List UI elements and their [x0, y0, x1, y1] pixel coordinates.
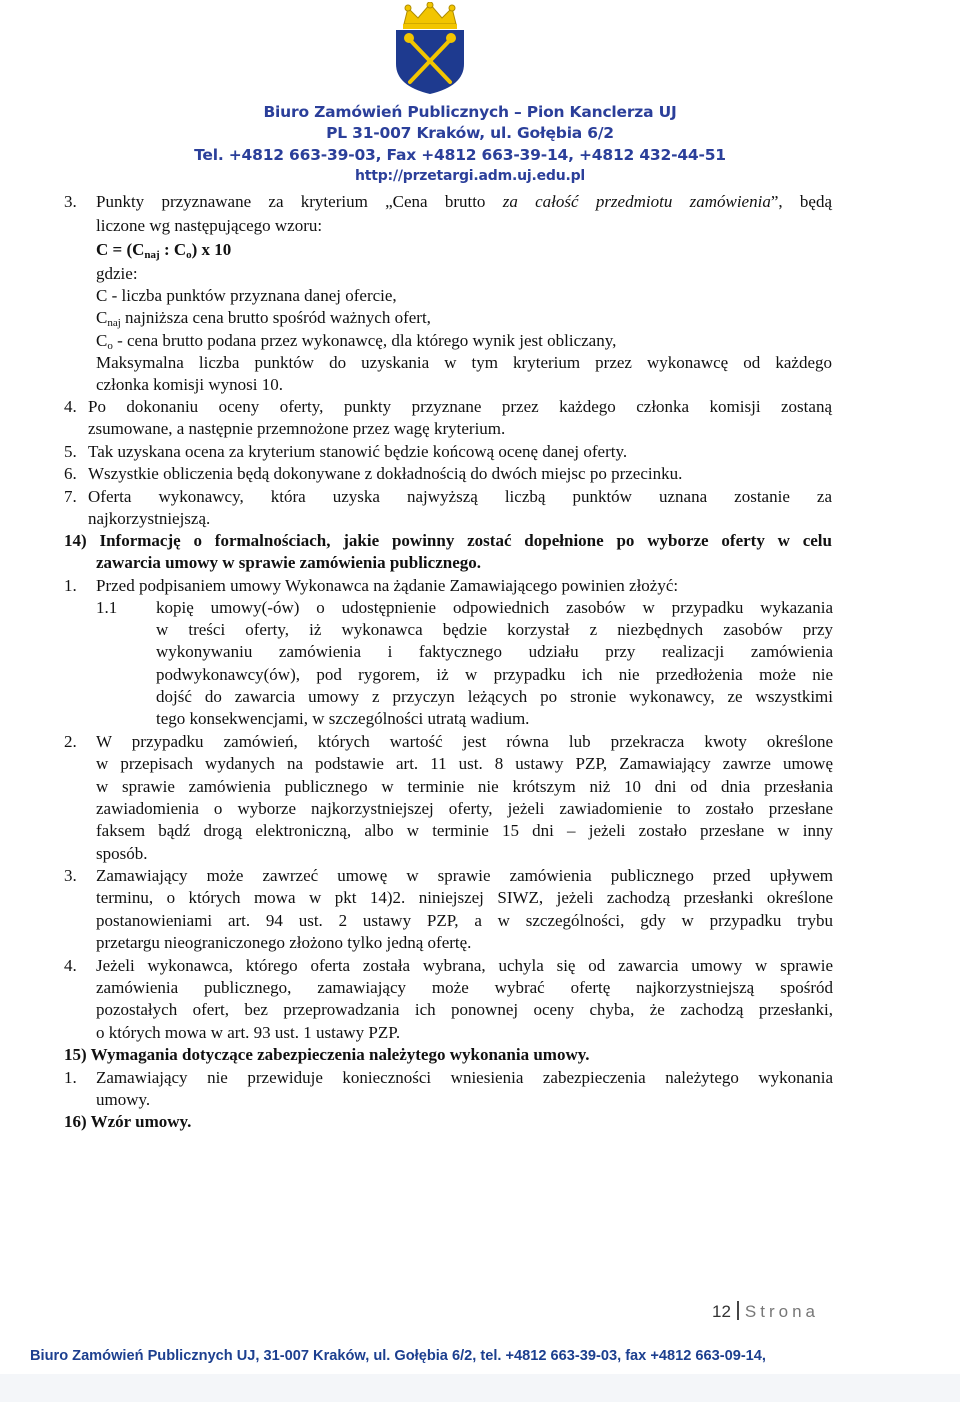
item-number: 2. [64, 732, 77, 751]
item-14-3-line: przetargu nieograniczonego złożono tylko jedną ofertę. [96, 933, 472, 952]
item-7-line: najkorzystniejszą. [88, 509, 211, 528]
section-heading-14: 14) Informację o formalnościach, jakie powinny zostać dopełnione po wyborze oferty w celu [64, 531, 832, 550]
item-14-3-line: terminu, o których mowa w pkt 14)2. niniejszej SIWZ, jeżeli zachodzą przesłanki określone [96, 888, 833, 907]
header-website[interactable]: http://przetargi.adm.uj.edu.pl [354, 168, 586, 184]
sub-item-number: 1.1 [96, 598, 118, 617]
item-14-3-line: Zamawiający może zawrzeć umowę w sprawie zamówienia publicznego przed upływem [96, 866, 833, 885]
formula: $C = (C_{naj}$ : $C_o$) x 10 [96, 240, 232, 261]
item-4-line: zsumowane, a następnie przemnożone przez wagę kryterium. [88, 419, 506, 438]
definition: $C_o$ - cena brutto podana przez wykonawcę, dla którego wynik jest obliczany, [96, 331, 617, 352]
item-14-4-line: Jeżeli wykonawca, którego oferta została wybrana, uchyla się od zawarcia umowy w sprawie [96, 956, 833, 975]
page-number [712, 1301, 819, 1322]
sub-item-line: podwykonawcy(ów), pod rygorem, iż w przypadku ich nie przedłożenia może nie [156, 665, 833, 684]
item-14-3-line: postanowieniami art. 94 ust. 2 ustawy PZP, a w szczególności, gdy w przypadku trybu [96, 911, 833, 930]
item-number: 7. [64, 487, 77, 506]
item-3-line: Punkty przyznawane za kryterium „Cena brutto za całość przedmiotu zamówienia”, będą [96, 192, 832, 211]
sub-item-line: kopię umowy(-ów) o udostępnienie odpowiednich zasobów w przypadku wykazania [156, 598, 833, 617]
item-14-2-line: W przypadku zamówień, których wartość jest równa lub przekracza kwoty określone [96, 732, 833, 751]
page-label: Strona [744, 1302, 820, 1321]
definitions-label: gdzie: [96, 264, 138, 283]
item-number: 4. [64, 397, 77, 416]
item-14-2-line: faksem bądź drogą elektroniczną, albo w terminie 15 dni – jeżeli zostało przesłane w inny [96, 821, 833, 840]
page-number-value: 12 [712, 1302, 731, 1321]
definition: C - liczba punktów przyznana danej ofercie, [96, 286, 397, 305]
item-number: 3. [64, 866, 77, 885]
definition: $C_{naj}$ najniższa cena brutto spośród ważnych ofert, [96, 308, 431, 329]
letterhead [0, 0, 960, 190]
item-number: 1. [64, 1068, 77, 1087]
section-heading-14: zawarcia umowy w sprawie zamówienia publicznego. [96, 553, 481, 572]
sub-item-line: wykonywaniu zamówienia i faktycznego udziału przy realizacji zamówienia [156, 642, 833, 661]
item-5-line: Tak uzyskana ocena za kryterium stanowić będzie końcową ocenę danej oferty. [88, 442, 628, 461]
section-heading-15: 15) Wymagania dotyczące zabezpieczenia należytego wykonania umowy. [64, 1045, 590, 1064]
sub-item-line: dojść do zawarcia umowy z przyczyn leżących po stronie wykonawcy, ze wszystkimi [156, 687, 833, 706]
item-number: 6. [64, 464, 77, 483]
item-14-2-line: w sprawie zamówienia publicznego w terminie nie krótszym niż 10 dni od dnia przesłania [96, 777, 833, 796]
jagiellonian-crest-icon [388, 2, 472, 96]
item-4-line: Po dokonaniu oceny oferty, punkty przyznane przez każdego członka komisji zostaną [88, 397, 832, 416]
item-number: 5. [64, 442, 77, 461]
sub-item-line: w treści oferty, iż wykonawca będzie korzystał z niezbędnych zasobów przy [156, 620, 833, 639]
item-3-line: członka komisji wynosi 10. [96, 375, 283, 394]
footer-contact: Biuro Zamówień Publicznych UJ, 31-007 Kraków, ul. Gołębia 6/2, tel. +4812 663-39-03, fax +4812 663-09-14, [30, 1348, 766, 1364]
item-14-4-line: pozostałych ofert, bez przeprowadzania ich ponownej oceny chyba, że zachodzą przesłanki, [96, 1000, 833, 1019]
item-14-2-line: sposób. [96, 844, 148, 863]
header-address: PL 31-007 Kraków, ul. Gołębia 6/2 [326, 124, 614, 142]
item-7-line: Oferta wykonawcy, która uzyska najwyższą liczbą punktów uznana zostanie za [88, 487, 832, 506]
item-14-2-line: zawiadomienia o wyborze najkorzystniejszej oferty, jeżeli zawiadomienie to zostało przesłane [96, 799, 833, 818]
section-heading-16: 16) Wzór umowy. [64, 1112, 192, 1131]
footer-band [0, 1374, 960, 1402]
item-14-4-line: zamówienia publicznego, zamawiający może wybrać ofertę najkorzystniejszą spośród [96, 978, 833, 997]
sub-item-line: tego konsekwencjami, w szczególności utratą wadium. [156, 709, 530, 728]
header-office: Biuro Zamówień Publicznych – Pion Kanclerza UJ [263, 103, 677, 121]
item-15-1-line: umowy. [96, 1090, 151, 1109]
item-3-line: Maksymalna liczba punktów do uzyskania w tym kryterium przez wykonawcę od każdego [96, 353, 832, 372]
item-number: 1. [64, 576, 77, 595]
item-number: 3. [64, 192, 77, 211]
item-3-line: liczone wg następującego wzoru: [96, 216, 323, 235]
item-14-2-line: w przepisach wydanych na podstawie art. 11 ust. 8 ustawy PZP, Zamawiający zawrze umowę [96, 754, 833, 773]
page-number-divider [737, 1301, 739, 1320]
item-15-1-line: Zamawiający nie przewiduje konieczności wniesienia zabezpieczenia należytego wykonania [96, 1068, 833, 1087]
header-phones: Tel. +4812 663-39-03, Fax +4812 663-39-14, +4812 432-44-51 [194, 146, 726, 164]
item-6-line: Wszystkie obliczenia będą dokonywane z dokładnością do dwóch miejsc po przecinku. [88, 464, 683, 483]
item-14-4-line: o których mowa w art. 93 ust. 1 ustawy PZP. [96, 1023, 401, 1042]
item-number: 4. [64, 956, 77, 975]
item-14-1-line: Przed podpisaniem umowy Wykonawca na żądanie Zamawiającego powinien złożyć: [96, 576, 679, 595]
